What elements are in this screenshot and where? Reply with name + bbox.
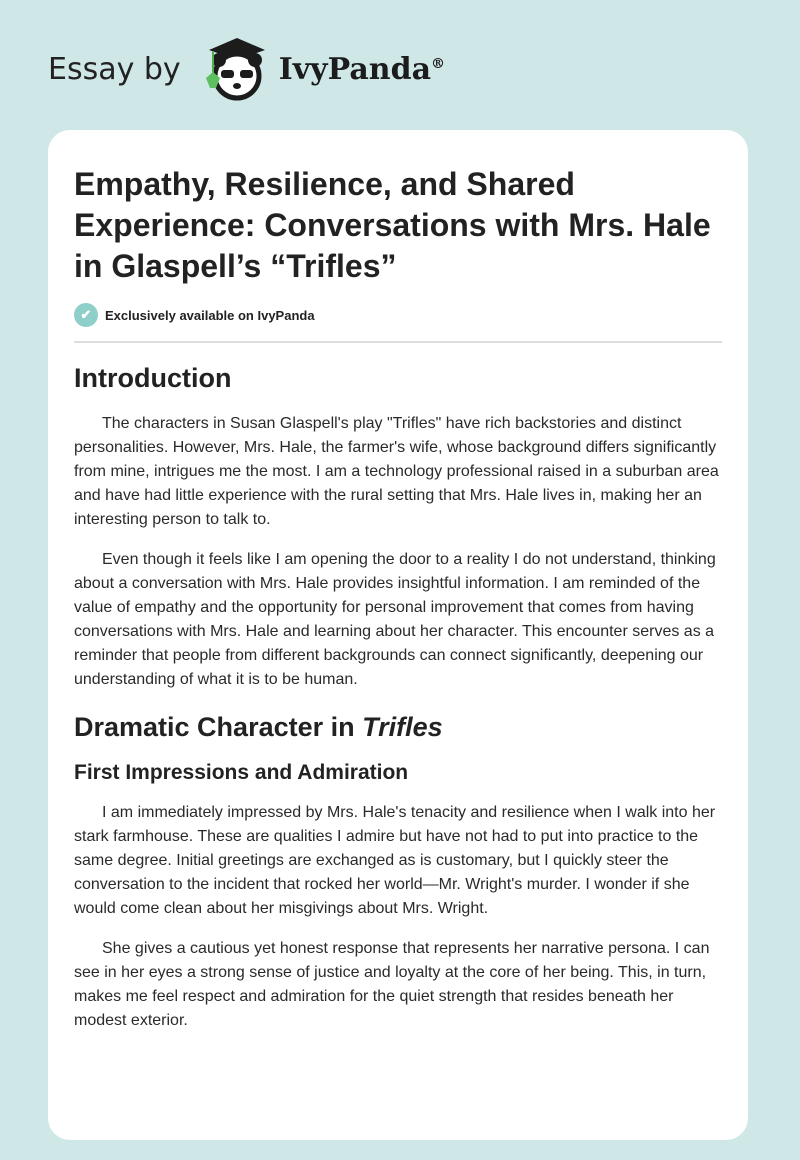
essay-card [48,130,748,1140]
heading-italic-text: Trifles [362,712,443,742]
site-header [48,34,445,104]
essay-title: Empathy, Resilience, and Shared Experience: Conversations with Mrs. Hale in Glaspell’s “Trifles” [74,166,711,284]
registered-mark: ® [431,55,446,72]
check-circle-icon: ✔ [74,303,98,327]
paragraph: I am immediately impressed by Mrs. Hale's tenacity and resilience when I walk into her stark farmhouse. These are qualities I admire but have not had to put into practice to the same degree. Initial greetings are exchanged as is customary, but I quickly steer the conversation to the incident that rocked her world—Mr. Wright's murder. I wonder if she would come clean about her misgivings about Mrs. Wright. [74,804,716,917]
paragraph: The characters in Susan Glaspell's play "Trifles" have rich backstories and distinct personalities. However, Mrs. Hale, the farmer's wife, whose background differs significantly from mine, intrigues me the most. I am a technology professional raised in a suburban area and have had little experience with the rural setting that Mrs. Hale lives in, making her an interesting person to talk to. [74,415,719,528]
badge-text: Exclusively available on IvyPanda [105,307,315,323]
exclusive-badge [74,303,722,327]
brand-name[interactable] [279,52,445,87]
heading-text: Dramatic Character in [74,712,363,742]
brand-text: IvyPanda [278,51,432,87]
paragraph: She gives a cautious yet honest response that represents her narrative persona. I can see in her eyes a strong sense of justice and loyalty at the core of her being. This, in turn, makes me feel respect and admiration for the quiet strength that resides beneath her modest exterior. [74,940,710,1029]
ivypanda-logo-icon[interactable] [201,34,271,104]
section-heading-introduction: Introduction [74,363,232,393]
divider [74,341,722,343]
essay-by-label: Essay by [48,51,181,87]
paragraph: Even though it feels like I am opening the door to a reality I do not understand, thinking about a conversation with Mrs. Hale provides insightful information. I am reminded of the value of empathy and the opportunity for personal improvement that comes from having conversations with Mrs. Hale and learning about her character. This encounter serves as a reminder that people from different backgrounds can connect significantly, deepening our understanding of what it is to be human. [74,551,716,688]
subheading-first-impressions: First Impressions and Admiration [74,761,409,784]
section-heading-dramatic-character [74,712,722,743]
